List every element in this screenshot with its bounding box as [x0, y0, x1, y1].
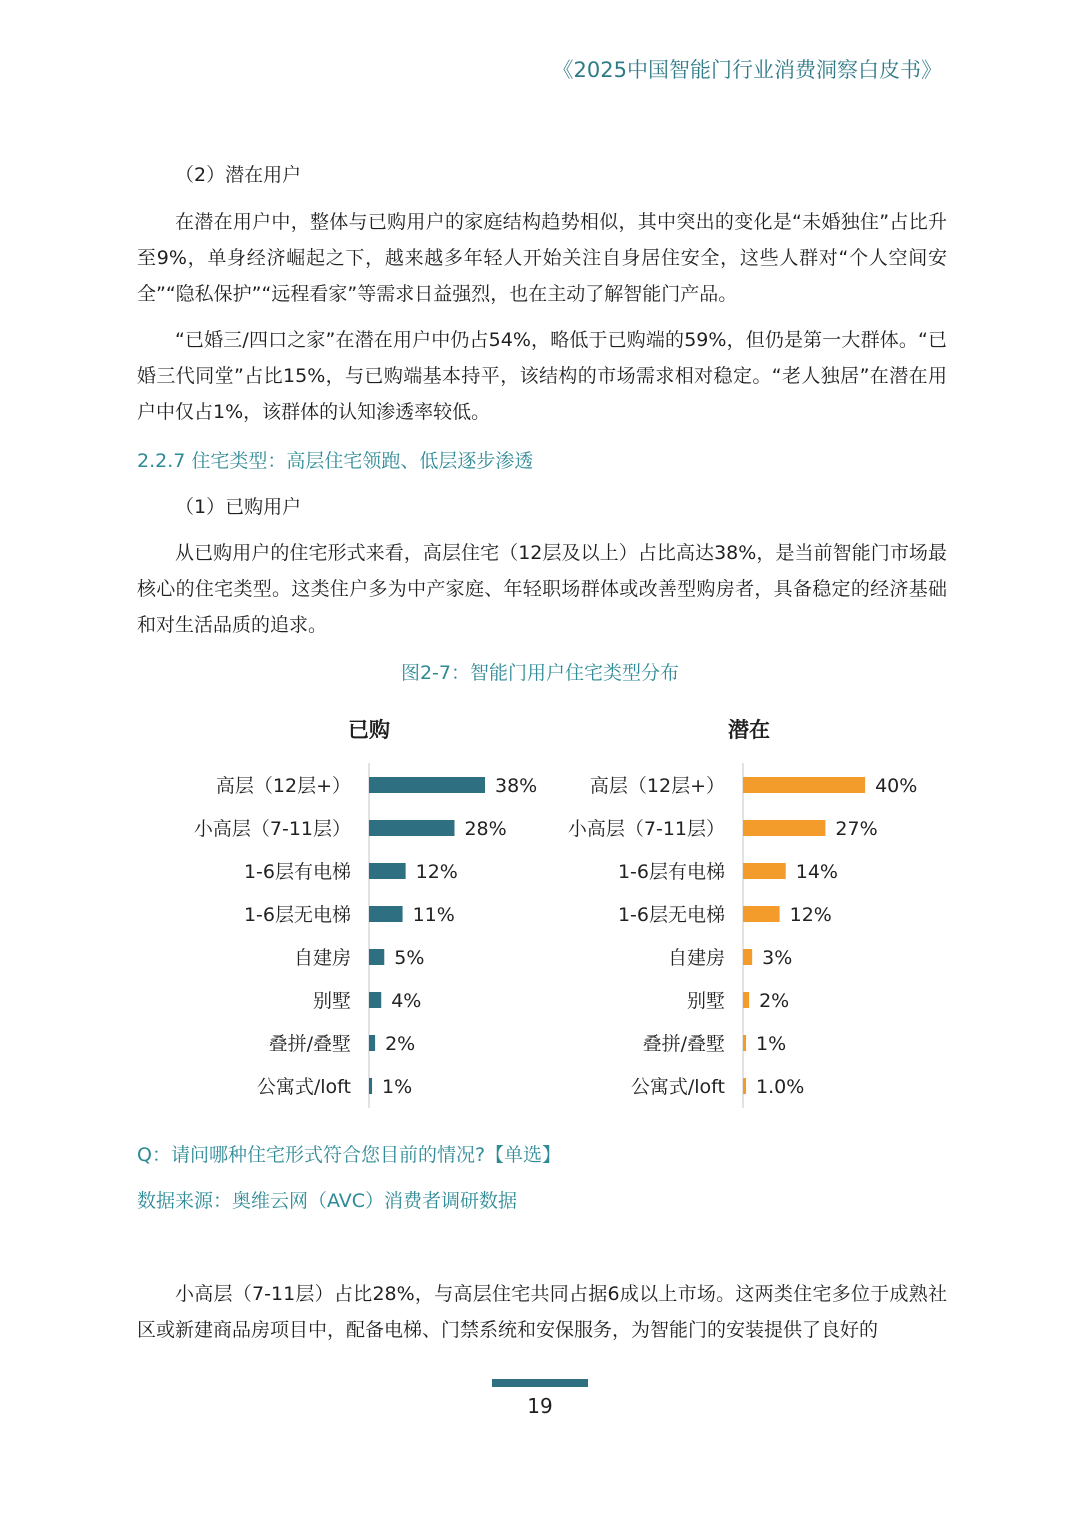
- bar-potential: [743, 949, 752, 965]
- data-label: 1%: [756, 1033, 787, 1055]
- category-label: 叠拼/叠墅: [268, 1033, 351, 1055]
- potential-users-heading: （2）潜在用户: [175, 164, 302, 186]
- category-label: 公寓式/loft: [630, 1076, 725, 1098]
- purchased-users-paragraph: 从已购用户的住宅形式来看，高层住宅（12层及以上）占比高达38%，是当前智能门市场最核心的住宅类型。这类住户多为中产家庭、年轻职场群体或改善型购房者，具备稳定的经济基础和对生活品质的追求。: [137, 542, 947, 636]
- category-label: 公寓式/loft: [256, 1076, 351, 1098]
- data-label: 12%: [789, 904, 832, 926]
- bar-potential: [743, 906, 780, 922]
- category-label: 小高层（7-11层）: [193, 818, 351, 840]
- data-label: 5%: [394, 947, 425, 969]
- bar-potential: [743, 1078, 746, 1094]
- data-label: 12%: [415, 861, 458, 883]
- category-label: 别墅: [686, 990, 725, 1012]
- data-label: 2%: [759, 990, 790, 1012]
- bar-purchased: [369, 906, 403, 922]
- data-label: 11%: [412, 904, 455, 926]
- bar-potential: [743, 777, 865, 793]
- chart-title-purchased: 已购: [348, 718, 390, 742]
- closing-paragraph: 小高层（7-11层）占比28%，与高层住宅共同占据6成以上市场。这两类住宅多位于成熟社区或新建商品房项目中，配备电梯、门禁系统和安保服务，为智能门的安装提供了良好的: [137, 1283, 947, 1341]
- bar-purchased: [369, 949, 384, 965]
- data-label: 3%: [762, 947, 793, 969]
- bar-purchased: [369, 863, 406, 879]
- bar-purchased: [369, 1078, 372, 1094]
- figure-title: 图2-7：智能门用户住宅类型分布: [400, 662, 680, 684]
- category-label: 1-6层有电梯: [617, 861, 725, 883]
- bar-potential: [743, 1035, 746, 1051]
- data-label: 1%: [382, 1076, 413, 1098]
- category-label: 自建房: [667, 947, 725, 969]
- data-label: 14%: [795, 861, 838, 883]
- purchased-users-heading: （1）已购用户: [175, 496, 302, 518]
- data-source-note: 数据来源：奥维云网（AVC）消费者调研数据: [137, 1190, 518, 1212]
- data-label: 2%: [385, 1033, 416, 1055]
- potential-users-paragraph-1: 在潜在用户中，整体与已购用户的家庭结构趋势相似，其中突出的变化是“未婚独住”占比升至9%，单身经济崛起之下，越来越多年轻人开始关注自身居住安全，这些人群对“个人空间安全”“隐私保护”“远程看家”等需求日益强烈，也在主动了解智能门产品。: [137, 211, 947, 305]
- category-label: 1-6层无电梯: [617, 904, 725, 926]
- category-label: 高层（12层+）: [215, 775, 351, 797]
- housing-type-bar-charts: [0, 750, 1080, 1115]
- data-label: 4%: [391, 990, 422, 1012]
- chart-title-potential: 潜在: [728, 718, 770, 742]
- category-label: 自建房: [293, 947, 351, 969]
- bar-purchased: [369, 777, 485, 793]
- bar-potential: [743, 863, 786, 879]
- data-label: 27%: [835, 818, 878, 840]
- bar-purchased: [369, 820, 454, 836]
- category-label: 1-6层无电梯: [243, 904, 351, 926]
- page-number: 19: [527, 1394, 553, 1418]
- bar-purchased: [369, 992, 381, 1008]
- document-header-title: 《2025中国智能门行业消费洞察白皮书》: [552, 58, 942, 82]
- page-number-bar: [492, 1379, 588, 1387]
- section-heading-2-2-7: 2.2.7 住宅类型：高层住宅领跑、低层逐步渗透: [137, 450, 534, 472]
- data-label: 38%: [495, 775, 538, 797]
- bar-purchased: [369, 1035, 375, 1051]
- bar-potential: [743, 820, 825, 836]
- data-label: 1.0%: [756, 1076, 805, 1098]
- category-label: 叠拼/叠墅: [642, 1033, 725, 1055]
- data-label: 28%: [464, 818, 507, 840]
- survey-question-note: Q：请问哪种住宅形式符合您目前的情况?【单选】: [137, 1144, 562, 1166]
- data-label: 40%: [875, 775, 918, 797]
- category-label: 小高层（7-11层）: [567, 818, 725, 840]
- category-label: 高层（12层+）: [589, 775, 725, 797]
- category-label: 别墅: [312, 990, 351, 1012]
- category-label: 1-6层有电梯: [243, 861, 351, 883]
- potential-users-paragraph-2: “已婚三/四口之家”在潜在用户中仍占54%，略低于已购端的59%，但仍是第一大群体。“已婚三代同堂”占比15%，与已购端基本持平，该结构的市场需求相对稳定。“老人独居”在潜在用户中仅占1%，该群体的认知渗透率较低。: [137, 329, 947, 423]
- bar-potential: [743, 992, 749, 1008]
